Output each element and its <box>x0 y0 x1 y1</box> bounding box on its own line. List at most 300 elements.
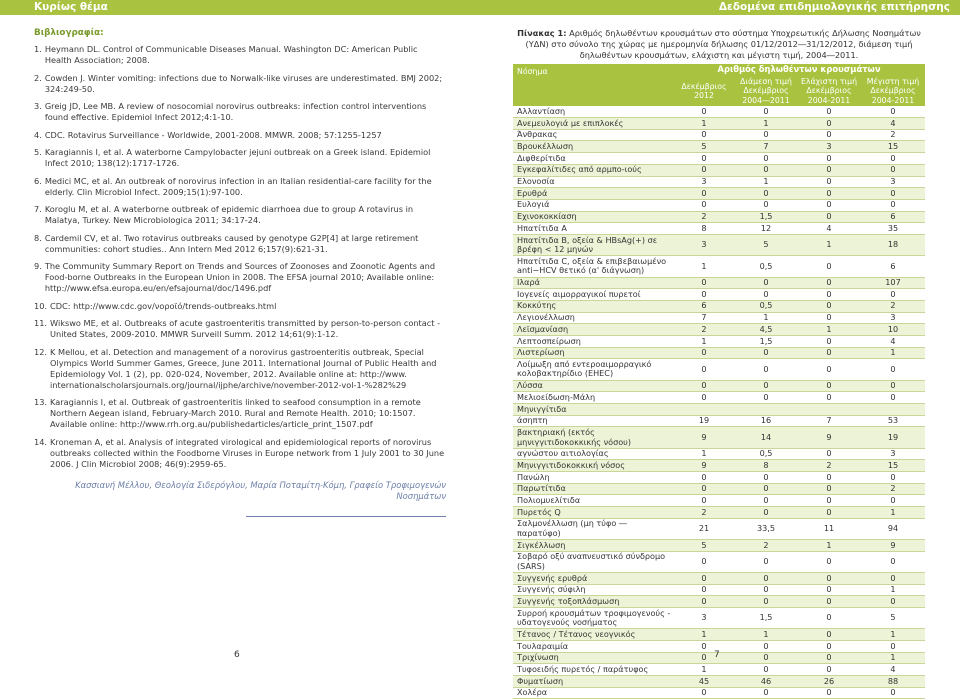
reference-number: 7. <box>34 204 42 214</box>
value-cell: 107 <box>861 277 925 289</box>
column-header-median: Διάμεση τιμή Δεκέμβριος 2004―2011 <box>735 76 797 107</box>
value-cell: 3 <box>673 234 735 255</box>
reference-text: Cowden J. Winter vomiting: infections due to Norwalk-like viruses are underestimated. BMJ 2002; 324:249-50. <box>44 72 443 94</box>
value-cell: 0 <box>797 211 861 223</box>
value-cell: 0 <box>861 596 925 608</box>
bibliography-heading: Βιβλιογραφία: <box>34 28 104 38</box>
reference-item <box>34 147 446 169</box>
reference-text: Greig JD, Lee MB. A review of nosocomial norovirus outbreaks: infection control interventions found effective. Epidemiol Infect 2012;4:1-10. <box>44 101 427 122</box>
reference-number: 8. <box>34 232 42 243</box>
value-cell: 0 <box>673 652 735 664</box>
reference-item <box>34 204 446 226</box>
value-cell: 1,5 <box>735 211 797 223</box>
table-row <box>513 472 925 484</box>
value-cell: 0 <box>673 596 735 608</box>
table-row <box>513 176 925 188</box>
table-row <box>513 153 925 165</box>
value-cell: 1 <box>735 312 797 324</box>
value-cell: 0 <box>861 551 925 572</box>
reference-number: 3. <box>34 101 42 111</box>
disease-name-cell: Ιογενείς αιμορραγικοί πυρετοί <box>513 289 673 301</box>
value-cell: 3 <box>861 312 925 324</box>
value-cell: 2 <box>673 324 735 336</box>
value-cell: 2 <box>797 460 861 472</box>
value-cell: 12 <box>735 223 797 235</box>
reference-item <box>34 44 446 66</box>
table-row <box>513 495 925 507</box>
page-number-left: 6 <box>234 650 240 660</box>
value-cell: 46 <box>735 676 797 688</box>
value-cell: 0 <box>797 629 861 641</box>
value-cell: 0 <box>861 687 925 699</box>
value-cell: 1 <box>797 540 861 552</box>
value-cell: 1 <box>673 629 735 641</box>
reference-item <box>34 301 446 312</box>
table-row <box>513 164 925 176</box>
reference-text: Medici MC, et al. An outbreak of norovirus infection in an Italian residential-care facility for the elderly. Clin Microbiol Infect. 2009;15(1):97-100. <box>44 175 432 197</box>
value-cell: 0 <box>797 188 861 200</box>
value-cell: 0 <box>861 641 925 653</box>
value-cell: 0 <box>797 448 861 460</box>
value-cell: 14 <box>735 427 797 448</box>
value-cell: 0 <box>673 129 735 141</box>
table-row <box>513 129 925 141</box>
value-cell: 0 <box>797 608 861 629</box>
table-row <box>513 427 925 448</box>
disease-name-cell: Λεγιονέλλωση <box>513 312 673 324</box>
value-cell: 0 <box>861 380 925 392</box>
value-cell: 0 <box>735 687 797 699</box>
value-cell: 1 <box>673 118 735 130</box>
value-cell: 4 <box>861 335 925 347</box>
table-row <box>513 596 925 608</box>
reference-number: 13. <box>34 397 48 407</box>
value-cell: 8 <box>673 223 735 235</box>
disease-name-cell: Λοίμωξη από εντεροαιμορραγικό κολοβακτηρίδιο (EHEC) <box>513 359 673 380</box>
column-header-max: Μέγιστη τιμή Δεκέμβριος 2004-2011 <box>861 76 925 107</box>
value-cell: 0 <box>797 289 861 301</box>
value-cell: 1 <box>735 118 797 130</box>
value-cell: 0 <box>861 392 925 404</box>
value-cell: 9 <box>673 460 735 472</box>
reference-item <box>34 318 446 340</box>
value-cell: 18 <box>861 234 925 255</box>
top-banner <box>0 0 960 15</box>
section-subtitle: Δεδομένα επιδημιολογικής επιτήρησης <box>718 1 950 13</box>
value-cell: 1 <box>861 584 925 596</box>
value-cell: 9 <box>861 540 925 552</box>
value-cell: 2 <box>673 507 735 519</box>
value-cell: 0 <box>735 188 797 200</box>
table-row <box>513 392 925 404</box>
value-cell: 0 <box>797 256 861 277</box>
reference-number: 14. <box>34 436 48 447</box>
disease-name-cell: Τέτανος / Τέτανος νεογνικός <box>513 629 673 641</box>
value-cell: 1 <box>673 335 735 347</box>
notifiable-diseases-table <box>513 64 925 699</box>
value-cell: 16 <box>735 415 797 427</box>
value-cell: 7 <box>735 141 797 153</box>
value-cell: 2 <box>861 483 925 495</box>
value-cell: 9 <box>797 427 861 448</box>
reference-number: 5. <box>34 147 42 157</box>
value-cell: 6 <box>861 256 925 277</box>
table-row <box>513 403 925 415</box>
disease-name-cell: Σιγκέλλωση <box>513 540 673 552</box>
value-cell: 1,5 <box>735 608 797 629</box>
value-cell: 0 <box>673 289 735 301</box>
value-cell: 0 <box>797 164 861 176</box>
value-cell: 0 <box>735 199 797 211</box>
value-cell: 0 <box>797 551 861 572</box>
disease-name-cell: βακτηριακή (εκτός μηνιγγιτιδοκοκκικής νόσου) <box>513 427 673 448</box>
value-cell: 0 <box>797 687 861 699</box>
reference-text: Koroglu M, et al. A waterborne outbreak of epidemic diarrhoea due to group A rotavirus in Malatya, Turkey. New Microbiologica 2011; 34:17-24. <box>44 204 414 225</box>
disease-name-cell: Λεϊσμανίαση <box>513 324 673 336</box>
table-caption <box>513 28 925 60</box>
value-cell: 2 <box>861 300 925 312</box>
disease-name-cell: Κοκκύτης <box>513 300 673 312</box>
reference-number: 1. <box>34 44 42 54</box>
authors-credit: Κασσιανή Μέλλου, Θεολογία Σιδερόγλου, Μαρία Ποταμίτη-Κόμη, Γραφείο Τροφιμογενών Νοσημάτων <box>75 479 446 501</box>
reference-item <box>34 397 446 430</box>
reference-text: Karagiannis I, et al. Outbreak of gastroenteritis linked to seafood consumption in a remote Northern Aegean island, February-March 2010. Rural and Remote Health. 2010; 10:1507. Available online: http://www.rrh.org.au/publishedarticles/article_print_1507.pdf <box>50 397 421 429</box>
table-row <box>513 199 925 211</box>
reference-number: 12. <box>34 346 48 357</box>
table-row <box>513 289 925 301</box>
value-cell: 0 <box>797 596 861 608</box>
right-page <box>513 28 925 699</box>
value-cell: 0 <box>673 551 735 572</box>
table-row <box>513 687 925 699</box>
column-group-header: Αριθμός δηλωθέντων κρουσμάτων <box>673 64 925 76</box>
disease-name-cell: Τριχίνωση <box>513 652 673 664</box>
value-cell: 26 <box>797 676 861 688</box>
table-row <box>513 460 925 472</box>
table-row <box>513 380 925 392</box>
table-row <box>513 300 925 312</box>
reference-item <box>34 437 446 470</box>
value-cell: 0 <box>735 495 797 507</box>
disease-name-cell: Τυφοειδής πυρετός / παράτυφος <box>513 664 673 676</box>
reference-number: 2. <box>34 72 42 83</box>
disease-name-cell: Φυματίωση <box>513 676 673 688</box>
value-cell: 0 <box>673 584 735 596</box>
value-cell: 0 <box>861 289 925 301</box>
table-row <box>513 223 925 235</box>
value-cell: 0 <box>735 596 797 608</box>
value-cell: 0 <box>797 312 861 324</box>
value-cell: 11 <box>797 518 861 539</box>
value-cell <box>735 403 797 415</box>
reference-text: Heymann DL. Control of Communicable Diseases Manual. Washington DC: American Public Health Association; 2008. <box>44 44 418 65</box>
left-page <box>34 28 446 517</box>
value-cell: 1 <box>861 347 925 359</box>
value-cell: 3 <box>673 608 735 629</box>
table-row <box>513 277 925 289</box>
value-cell <box>673 403 735 415</box>
value-cell: 0 <box>735 652 797 664</box>
value-cell: 0 <box>673 188 735 200</box>
value-cell: 0 <box>797 176 861 188</box>
disease-name-cell: Λύσσα <box>513 380 673 392</box>
value-cell: 5 <box>673 540 735 552</box>
reference-item <box>34 130 446 141</box>
value-cell: 4 <box>797 223 861 235</box>
table-row <box>513 507 925 519</box>
disease-name-cell: Μηνιγγίτιδα <box>513 403 673 415</box>
value-cell: 0 <box>797 277 861 289</box>
value-cell: 0 <box>673 106 735 117</box>
value-cell: 0 <box>735 472 797 484</box>
disease-name-cell: άσηπτη <box>513 415 673 427</box>
value-cell: 0 <box>673 153 735 165</box>
reference-text: Wikswo ME, et al. Outbreaks of acute gastroenteritis transmitted by person-to-person contact - United States, 2009-2010. MMWR Surveill Summ. 2012 14;61(9):1-12. <box>50 318 441 339</box>
value-cell: 35 <box>861 223 925 235</box>
disease-name-cell: Διφθερίτιδα <box>513 153 673 165</box>
value-cell: 2 <box>673 211 735 223</box>
table-row <box>513 324 925 336</box>
disease-name-cell: Σαλμονέλλωση (μη τύφο ― παρατύφο) <box>513 518 673 539</box>
value-cell: 8 <box>735 460 797 472</box>
value-cell: 0 <box>673 472 735 484</box>
value-cell: 0 <box>861 164 925 176</box>
value-cell: 6 <box>861 211 925 223</box>
disease-name-cell: Λιστερίωση <box>513 347 673 359</box>
value-cell: 0 <box>673 359 735 380</box>
credit-divider <box>246 516 446 517</box>
disease-name-cell: Αλλαντίαση <box>513 106 673 117</box>
value-cell: 7 <box>797 415 861 427</box>
table-row <box>513 448 925 460</box>
value-cell: 0 <box>673 495 735 507</box>
value-cell: 4,5 <box>735 324 797 336</box>
table-row <box>513 483 925 495</box>
value-cell: 0 <box>797 472 861 484</box>
value-cell: 21 <box>673 518 735 539</box>
value-cell: 15 <box>861 141 925 153</box>
value-cell: 0 <box>797 507 861 519</box>
table-row <box>513 676 925 688</box>
table-row <box>513 415 925 427</box>
disease-name-cell: Ανεμευλογιά με επιπλοκές <box>513 118 673 130</box>
caption-label: Πίνακας 1: <box>517 28 567 38</box>
reference-number: 10. <box>34 300 48 311</box>
value-cell: 0 <box>673 277 735 289</box>
table-row <box>513 234 925 255</box>
table-row <box>513 106 925 117</box>
value-cell: 0 <box>735 153 797 165</box>
value-cell: 0 <box>735 584 797 596</box>
value-cell: 0 <box>797 347 861 359</box>
reference-number: 9. <box>34 261 42 271</box>
disease-name-cell: Ερυθρά <box>513 188 673 200</box>
disease-name-cell: Εχινοκοκκίαση <box>513 211 673 223</box>
value-cell: 10 <box>861 324 925 336</box>
disease-name-cell: Χολέρα <box>513 687 673 699</box>
value-cell: 0 <box>797 641 861 653</box>
value-cell: 1 <box>797 234 861 255</box>
value-cell: 0 <box>797 129 861 141</box>
value-cell: 0 <box>735 380 797 392</box>
value-cell: 0 <box>735 507 797 519</box>
value-cell: 0,5 <box>735 256 797 277</box>
disease-name-cell: Άνθρακας <box>513 129 673 141</box>
value-cell: 88 <box>861 676 925 688</box>
value-cell: 1 <box>861 652 925 664</box>
disease-name-cell: Πυρετός Q <box>513 507 673 519</box>
value-cell: 0 <box>673 573 735 585</box>
table-row <box>513 540 925 552</box>
reference-item <box>34 73 446 95</box>
value-cell: 0 <box>797 380 861 392</box>
value-cell: 0 <box>735 483 797 495</box>
value-cell: 0 <box>673 347 735 359</box>
value-cell: 0 <box>735 392 797 404</box>
disease-name-cell: Βρουκέλλωση <box>513 141 673 153</box>
table-row <box>513 584 925 596</box>
table-row <box>513 347 925 359</box>
disease-name-cell: Μηνιγγιτιδοκοκκική νόσος <box>513 460 673 472</box>
value-cell: 7 <box>673 312 735 324</box>
value-cell: 3 <box>673 176 735 188</box>
value-cell: 33,5 <box>735 518 797 539</box>
value-cell: 0 <box>861 495 925 507</box>
value-cell: 0 <box>735 106 797 117</box>
table-row <box>513 335 925 347</box>
table-row <box>513 188 925 200</box>
table-body <box>513 106 925 699</box>
value-cell: 0 <box>735 347 797 359</box>
value-cell: 0 <box>797 300 861 312</box>
value-cell: 0 <box>673 380 735 392</box>
value-cell: 1 <box>673 664 735 676</box>
disease-name-cell: Παρωτίτιδα <box>513 483 673 495</box>
value-cell: 53 <box>861 415 925 427</box>
value-cell: 0 <box>797 392 861 404</box>
value-cell: 0 <box>797 495 861 507</box>
disease-name-cell: Πανώλη <box>513 472 673 484</box>
table-row <box>513 551 925 572</box>
value-cell: 1 <box>673 256 735 277</box>
value-cell: 1 <box>861 629 925 641</box>
disease-name-cell: Ηπατίτιδα Α <box>513 223 673 235</box>
reference-text: Cardemil CV, et al. Two rotavirus outbreaks caused by genotype G2P[4] at large retirement communities: cohort studies.. Ann Intern Med 2012 6;157(9):621-31. <box>44 232 419 254</box>
value-cell: 1 <box>735 629 797 641</box>
value-cell: 0 <box>735 164 797 176</box>
value-cell: 3 <box>797 141 861 153</box>
value-cell: 0 <box>797 573 861 585</box>
value-cell: 0 <box>797 335 861 347</box>
value-cell: 0 <box>735 359 797 380</box>
reference-item <box>34 176 446 198</box>
value-cell: 0 <box>861 153 925 165</box>
value-cell: 0 <box>735 551 797 572</box>
value-cell: 5 <box>673 141 735 153</box>
table-row <box>513 629 925 641</box>
value-cell: 1 <box>673 448 735 460</box>
value-cell: 0 <box>797 359 861 380</box>
value-cell: 0 <box>797 118 861 130</box>
value-cell: 0 <box>861 472 925 484</box>
table-row <box>513 118 925 130</box>
value-cell: 0 <box>735 664 797 676</box>
reference-text: Karagiannis I, et al. A waterborne Campylobacter jejuni outbreak on a Greek island. Epidemiol Infect 2010; 138(12):1717-1726. <box>44 147 431 168</box>
value-cell: 19 <box>861 427 925 448</box>
reference-item <box>34 347 446 391</box>
disease-name-cell: Τουλαραιμία <box>513 641 673 653</box>
value-cell: 0 <box>673 199 735 211</box>
section-title: Κυρίως θέμα <box>34 1 108 13</box>
table-row <box>513 608 925 629</box>
table-row <box>513 573 925 585</box>
disease-name-cell: Συγγενής τοξοπλάσμωση <box>513 596 673 608</box>
reference-text: Kroneman A, et al. Analysis of integrated virological and epidemiological reports of norovirus outbreaks collected within the Foodborne Viruses in Europe network from 1 July 2001 to 30 June 2006. J Clin Microbiol 2008; 46(9):2959-65. <box>50 436 445 469</box>
disease-name-cell: αγνώστου αιτιολογίας <box>513 448 673 460</box>
value-cell: 0 <box>797 584 861 596</box>
value-cell: 0 <box>861 573 925 585</box>
value-cell: 6 <box>673 300 735 312</box>
table-row <box>513 664 925 676</box>
value-cell: 1 <box>861 507 925 519</box>
value-cell: 0 <box>673 641 735 653</box>
value-cell: 0 <box>735 289 797 301</box>
value-cell: 1 <box>797 324 861 336</box>
table-row <box>513 359 925 380</box>
value-cell: 0 <box>673 483 735 495</box>
value-cell: 0,5 <box>735 448 797 460</box>
table-row <box>513 256 925 277</box>
value-cell: 4 <box>861 664 925 676</box>
value-cell: 0 <box>861 359 925 380</box>
value-cell: 0 <box>861 199 925 211</box>
disease-name-cell: Συγγενής ερυθρά <box>513 573 673 585</box>
column-header-disease: Νόσημα <box>513 64 673 106</box>
value-cell: 2 <box>735 540 797 552</box>
value-cell: 0 <box>797 153 861 165</box>
value-cell: 3 <box>861 176 925 188</box>
value-cell: 0 <box>673 164 735 176</box>
value-cell: 2 <box>861 129 925 141</box>
value-cell: 15 <box>861 460 925 472</box>
value-cell: 1,5 <box>735 335 797 347</box>
value-cell: 0 <box>797 483 861 495</box>
reference-list <box>34 44 446 470</box>
value-cell: 19 <box>673 415 735 427</box>
reference-item <box>34 233 446 255</box>
disease-name-cell: Εγκεφαλίτιδες από αρμπο-ιούς <box>513 164 673 176</box>
value-cell: 0 <box>797 652 861 664</box>
table-row <box>513 141 925 153</box>
disease-name-cell: Ηπατίτιδα C, οξεία & επιβεβαιωμένο anti−HCV θετικό (α' διάγνωση) <box>513 256 673 277</box>
value-cell <box>861 403 925 415</box>
column-header-min: Ελάχιστη τιμή Δεκέμβριος 2004-2011 <box>797 76 861 107</box>
reference-item <box>34 101 446 123</box>
value-cell: 0 <box>735 573 797 585</box>
reference-number: 4. <box>34 129 42 140</box>
disease-name-cell: Πολιομυελίτιδα <box>513 495 673 507</box>
reference-text: CDC. Rotavirus Surveillance - Worldwide, 2001-2008. MMWR. 2008; 57:1255-1257 <box>44 129 382 140</box>
value-cell: 0,5 <box>735 300 797 312</box>
page-number-right: 7 <box>714 650 720 660</box>
reference-text: CDC: http://www.cdc.gov/νοροϊό/trends-outbreaks.html <box>50 300 277 311</box>
column-header-dec-2012: Δεκέμβριος 2012 <box>673 76 735 107</box>
table-row <box>513 312 925 324</box>
value-cell: 0 <box>735 129 797 141</box>
disease-name-cell: Μελιοείδωση-Μάλη <box>513 392 673 404</box>
value-cell: 1 <box>735 176 797 188</box>
value-cell <box>797 403 861 415</box>
